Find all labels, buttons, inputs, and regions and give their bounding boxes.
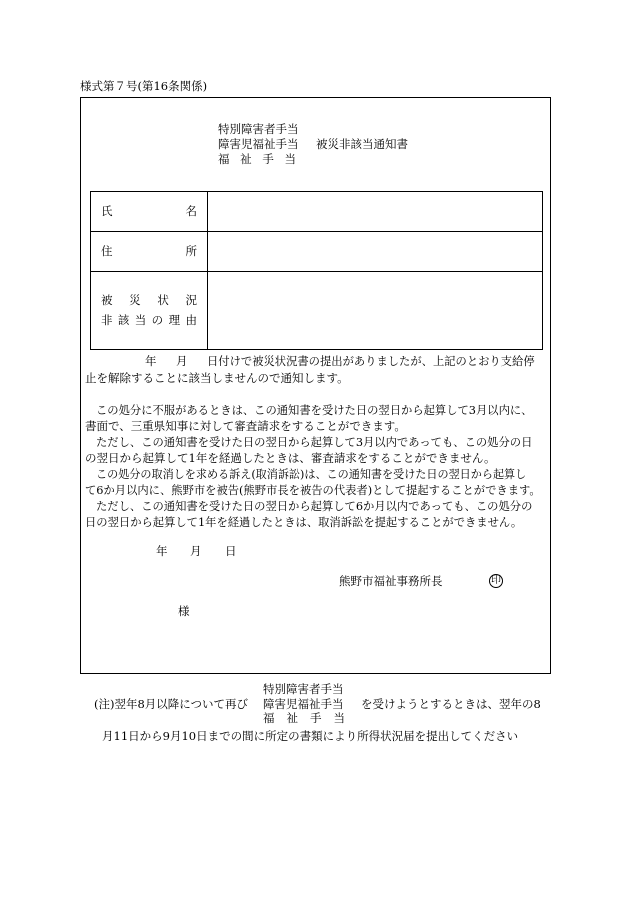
- note-allowance-3: 福 祉 手 当: [263, 711, 345, 725]
- form-frame: [80, 97, 551, 674]
- address-value-cell[interactable]: [208, 232, 543, 272]
- address-row: [91, 232, 543, 272]
- notice-line-2: 止を解除することに該当しませんので通知します。: [85, 371, 349, 385]
- note-line-2: 月11日から9月10日までの間に所定の書類により所得状況届を提出してください: [102, 729, 519, 743]
- appeal-line-3: ただし、この通知書を受けた日の翌日から起算して3月以内であっても、この処分の日: [96, 436, 533, 449]
- notice-month: 月: [176, 354, 188, 368]
- document-title: 被災非該当通知書: [316, 137, 408, 151]
- allowance-line-2: 障害児福祉手当: [218, 137, 299, 151]
- addressee-suffix: 様: [178, 604, 190, 618]
- date-month: 月: [190, 544, 202, 558]
- note-allowance-1: 特別障害者手当: [263, 682, 344, 696]
- appeal-line-7: ただし、この通知書を受けた日の翌日から起算して6か月以内であっても、この処分の: [96, 500, 533, 513]
- seal-mark: 印: [491, 575, 501, 586]
- note-prefix: (注)翌年8月以降について再び: [94, 697, 249, 711]
- address-label-cell: 住 所: [91, 232, 208, 272]
- info-table: [90, 191, 543, 350]
- date-day: 日: [225, 544, 237, 558]
- appeal-line-2: 書面で、三重県知事に対して審査請求をすることができます。: [85, 419, 406, 433]
- appeal-line-6: て6か月以内に、熊野市を被告(熊野市長を被告の代表者)として提起することができます。: [85, 484, 541, 497]
- appeal-line-8: 日の翌日から起算して1年を経過したときは、取消訴訟を提起することができません。: [85, 516, 523, 529]
- reason-label-cell: [91, 272, 208, 350]
- allowance-line-3: 福 祉 手 当: [218, 152, 296, 166]
- appeal-line-5: この処分の取消しを求める訴え(取消訴訟)は、この通知書を受けた日の翌日から起算し: [96, 468, 527, 481]
- form-number: 様式第７号(第16条関係): [80, 79, 208, 93]
- reason-label-line-1: 被 災 状 況: [101, 292, 197, 307]
- name-label-cell: 氏 名: [91, 192, 208, 232]
- reason-row: [91, 272, 543, 350]
- allowance-line-1: 特別障害者手当: [218, 122, 299, 136]
- date-year: 年: [156, 544, 168, 558]
- notice-year: 年: [145, 354, 157, 368]
- notice-line-1: 日付けで被災状況書の提出がありましたが、上記のとおり支給停: [207, 355, 535, 368]
- reason-value-cell[interactable]: [208, 272, 543, 350]
- appeal-line-1: この処分に不服があるときは、この通知書を受けた日の翌日から起算して3月以内に、: [96, 404, 533, 417]
- appeal-line-4: の翌日から起算して1年を経過したときは、審査請求をすることができません。: [85, 451, 496, 465]
- issuer: 熊野市福祉事務所長: [339, 574, 443, 588]
- note-suffix: を受けようとするときは、翌年の8: [361, 697, 541, 711]
- name-value-cell[interactable]: [208, 192, 543, 232]
- note-allowance-2: 障害児福祉手当: [263, 697, 344, 711]
- name-row: [91, 192, 543, 232]
- reason-label-line-2: 非 該 当 の 理 由: [101, 313, 197, 327]
